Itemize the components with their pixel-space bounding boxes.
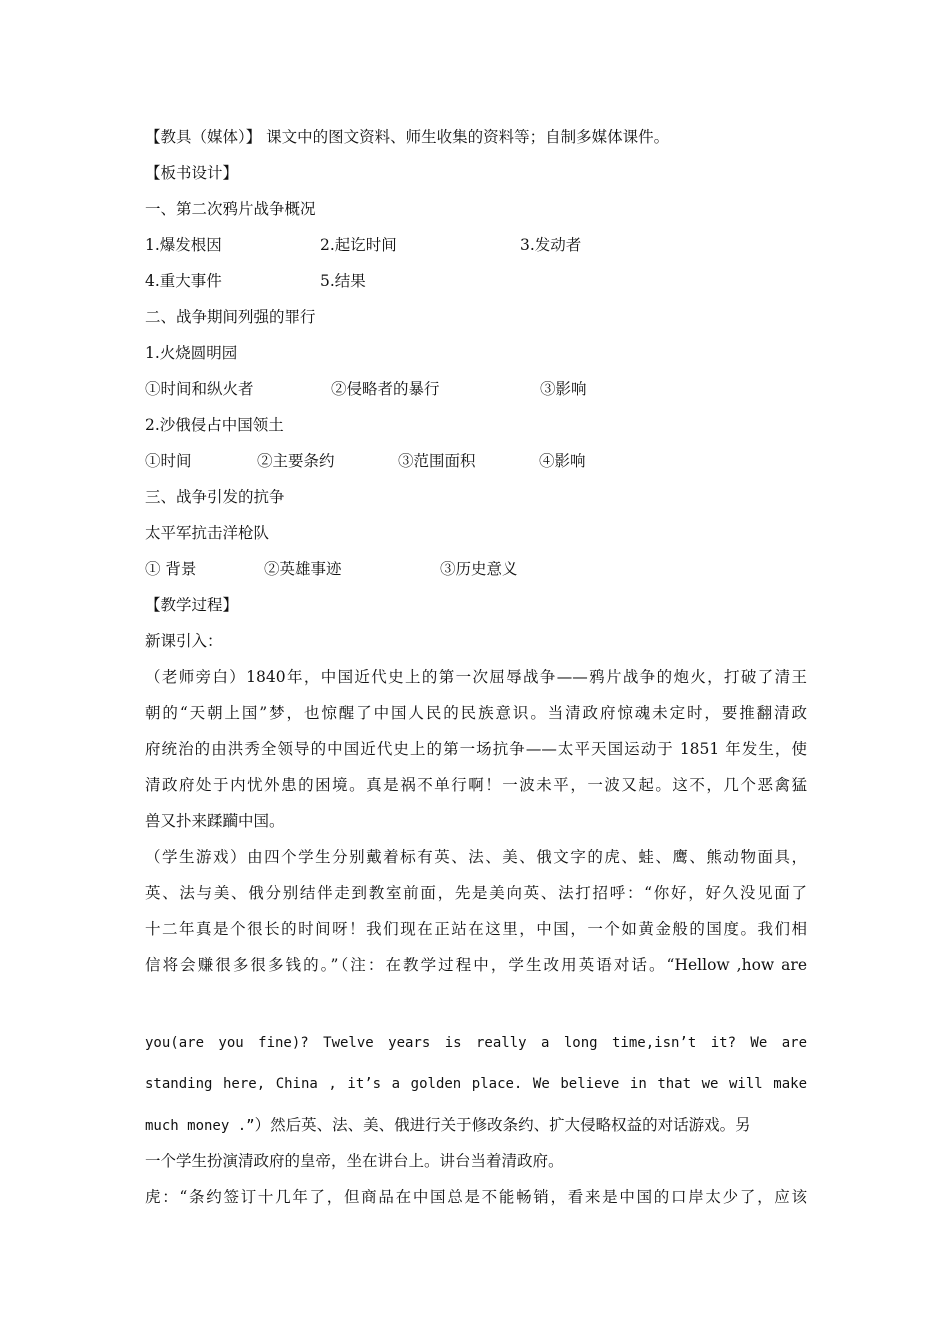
student-game-paragraph xyxy=(145,847,807,991)
item-2: 2.起讫时间 xyxy=(320,236,397,254)
item: ③范围面积 xyxy=(398,452,476,470)
item: ①时间 xyxy=(145,452,192,470)
paragraph-line: 虎：“条约签订十几年了，但商品在中国总是不能畅销，看来是中国的口岸太少了，应该 xyxy=(145,1188,807,1206)
subsection-2-1: 1.火烧圆明园 xyxy=(145,344,238,362)
section-1-items-row-1 xyxy=(145,235,807,255)
english-dialogue-lines xyxy=(145,1033,807,1115)
section-2-heading: 二、战争期间列强的罪行 xyxy=(145,308,316,326)
paragraph-line: you(are you fine)? Twelve years is really a long time,isn’t it? We are xyxy=(145,1035,807,1051)
paragraph-line: 朝的“天朝上国”梦，也惊醒了中国人民的民族意识。当清政府惊魂未定时，要推翻清政 xyxy=(145,704,807,722)
paragraph-line: 府统治的由洪秀全领导的中国近代史上的第一场抗争——太平天国运动于 1851 年发生，使 xyxy=(145,740,807,758)
item: ① 背景 xyxy=(145,560,197,578)
teaching-process-heading: 【教学过程】 xyxy=(145,596,239,614)
subsection-3-1-items xyxy=(145,559,807,579)
item-5: 5.结果 xyxy=(320,272,366,290)
subsection-2-2-items xyxy=(145,451,807,471)
section-3-heading: 三、战争引发的抗争 xyxy=(145,488,285,506)
chinese-tail: ）然后英、法、美、俄进行关于修改条约、扩大侵略权益的对话游戏。另 xyxy=(254,1116,751,1134)
paragraph-line: 清政府处于内忧外患的困境。真是祸不单行啊！一波未平，一波又起。这不，几个恶禽猛 xyxy=(145,776,807,794)
paragraph-line: 一个学生扮演清政府的皇帝，坐在讲台上。讲台当着清政府。 xyxy=(145,1152,564,1170)
paragraph-line: 十二年真是个很长的时间呀！我们现在正站在这里，中国，一个如黄金般的国度。我们相 xyxy=(145,920,807,938)
section-1-heading: 一、第二次鸦片战争概况 xyxy=(145,200,316,218)
item: ②主要条约 xyxy=(257,452,335,470)
subsection-2-1-items xyxy=(145,379,807,399)
paragraph-line: 兽又扑来蹂躏中国。 xyxy=(145,812,285,830)
subsection-2-2: 2.沙俄侵占中国领土 xyxy=(145,416,284,434)
item-3: 3.发动者 xyxy=(520,236,582,254)
paragraph-line: 英、法与美、俄分别结伴走到教室前面，先是美向英、法打招呼：“你好，好久没见面了 xyxy=(145,884,807,902)
tiger-dialogue-paragraph xyxy=(145,1187,807,1223)
paragraph-line: standing here, China , it’s a golden place. We believe in that we will make xyxy=(145,1076,807,1092)
item-1: 1.爆发根因 xyxy=(145,236,222,254)
teaching-tools-line: 【教具（媒体）】 课文中的图文资料、师生收集的资料等；自制多媒体课件。 xyxy=(145,128,670,146)
english-tail: much money .” xyxy=(145,1118,255,1134)
item: ③历史意义 xyxy=(440,560,518,578)
item: ②英雄事迹 xyxy=(264,560,342,578)
paragraph-line: （老师旁白）1840年，中国近代史上的第一次屈辱战争——鸦片战争的炮火，打破了清王 xyxy=(145,668,807,686)
paragraph-line: 信将会赚很多很多钱的。”（注：在教学过程中，学生改用英语对话。“Hellow ,how are xyxy=(145,956,807,974)
item: ④影响 xyxy=(539,452,586,470)
section-1-items-row-2 xyxy=(145,271,807,291)
paragraph-line: （学生游戏）由四个学生分别戴着标有英、法、美、俄文字的虎、蛙、鹰、熊动物面具， xyxy=(145,848,807,866)
paragraph-line-mixed xyxy=(145,1115,807,1136)
teacher-narration-paragraph xyxy=(145,667,807,847)
new-lesson-intro-label: 新课引入： xyxy=(145,632,223,650)
item: ②侵略者的暴行 xyxy=(331,380,440,398)
blackboard-design-heading: 【板书设计】 xyxy=(145,164,239,182)
item: ③影响 xyxy=(540,380,587,398)
item-4: 4.重大事件 xyxy=(145,272,222,290)
item: ①时间和纵火者 xyxy=(145,380,254,398)
subsection-3-1: 太平军抗击洋枪队 xyxy=(145,524,270,542)
